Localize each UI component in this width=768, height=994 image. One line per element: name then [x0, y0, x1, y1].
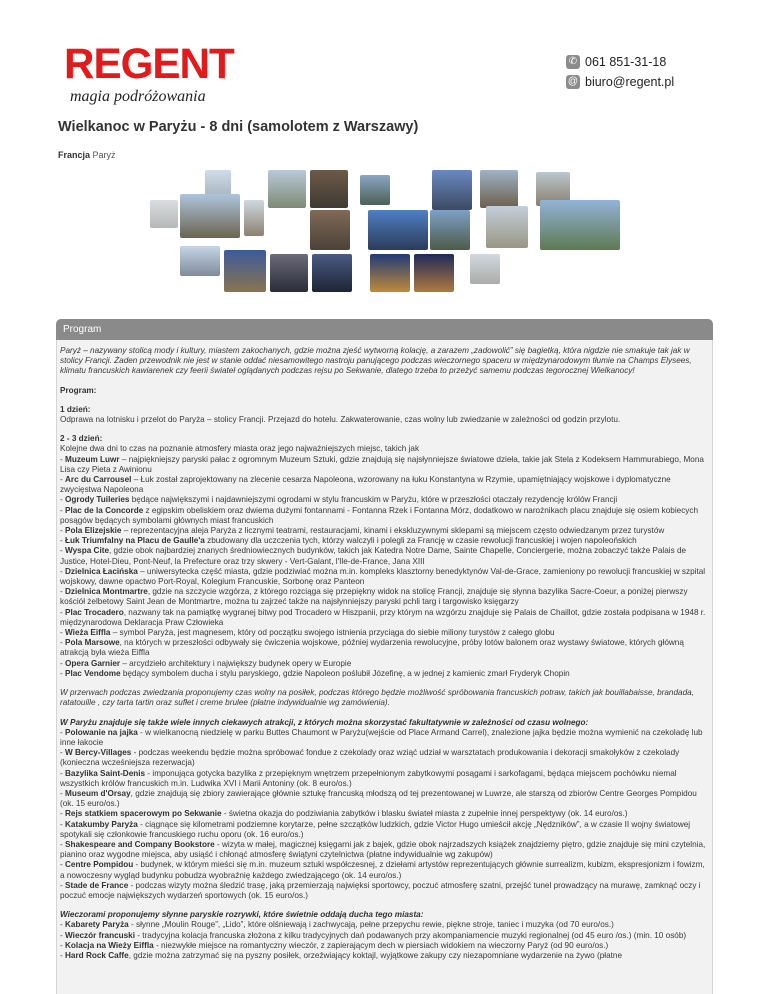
list-item: - Stade de France - podczas wizyty można śledzić trasę, jaką przemierzają najwięksi sportowcy, poczuć atmosferę szatni, przejść tunel prowadzący na murawę, zamknąć oczy i poczuć emocje największych wydarzeń sportowych (ok. 15 euro/os.): [60, 880, 701, 900]
list-item-name: Stade de France: [65, 880, 129, 890]
list-item-text: będący symbolem ducha i stylu paryskiego, gdzie Napoleon poślubił Józefinę, a w jednej z kamienic zmarł Fryderyk Chopin: [120, 668, 570, 678]
list-item-text: – symbol Paryża, jest magnesem, który od początku swojego istnienia przyciąga do siebie miliony turystów z całego globu: [110, 628, 555, 638]
gallery-photo[interactable]: [480, 170, 518, 208]
breadcrumb-city[interactable]: Paryż: [92, 150, 116, 160]
contact-email[interactable]: [566, 72, 706, 92]
optional-heading: W Paryżu znajduje się także wiele innych ciekawych atrakcji, z których można skorzystać fakultatywnie w zależności od czasu wolnego:: [60, 717, 589, 727]
list-item-name: Dzielnica Montmartre: [65, 587, 148, 597]
list-item-text: - podczas weekendu będzie można spróbować fondue z czekolady oraz wziąć udział w warsztatach produkowania i dekoracji smakołyków z czekolady (konieczna wcześniejsza rezerwacja): [60, 748, 680, 768]
list-item-text: - ciągnące się kilometrami podziemne korytarze, pełne szczątków ludzkich, gdzie Victor Hugo umieścił akcję „Nędzników”, a w czasie II wojny światowej spotykali się członkowie francuskiego ruchu oporu (ok. 16 euro/os.): [60, 819, 691, 839]
list-item-name: Kolacja na Wieży Eiffla: [65, 940, 154, 950]
list-item: - Łuk Triumfalny na Placu de Gaulle'a zbudowany dla uczczenia tych, którzy walczyli i polegli za Francję w czasie rewolucji francuskiej i wojen napoleońskich: [60, 536, 637, 546]
optional-attractions-list: [60, 728, 710, 901]
evening-entertainment-list: [60, 920, 710, 961]
list-item-name: Pola Elizejskie: [65, 526, 122, 536]
evening-heading: Wieczorami proponujemy słynne paryskie rozrywki, które świetnie oddają ducha tego miasta:: [60, 910, 424, 920]
list-item-name: Ogrody Tuileries: [65, 495, 130, 505]
list-item: - Pola Elizejskie – reprezentacyjna aleja Paryża z licznymi teatrami, restauracjami, kinami i ekskluzywnymi sklepami są miejscem często odwiedzanym przez turystów: [60, 526, 665, 536]
gallery-photo[interactable]: [224, 250, 266, 292]
gallery-photo[interactable]: [205, 170, 231, 196]
gallery-photo[interactable]: [310, 170, 348, 208]
gallery-photo[interactable]: [268, 170, 306, 208]
list-item: - Ogrody Tuileries będące największymi i najdawniejszymi ogrodami w stylu francuskim w Paryżu, które w przeszłości otaczały rezydencję królów Francji: [60, 495, 618, 505]
intro-text: Paryż – nazywany stolicą mody i kultury, miastem zakochanych, gdzie można zjeść wytworną kolację, a zarazem „zadowolić” się bagietką, która nigdzie nie smakuje tak jak w stolicy Francji. Żaden przewodnik nie jest w stanie oddać niesamowitego nastroju panującego podczas wieczornego spaceru w międzynarodowym tłumie na Champs Elysees, klimatu francuskich kawiarenek czy feerii świateł oglądanych podczas rejsu po Sekwanie, dlatego trzeba to przeżyć samemu podczas tegorocznej Wielkanocy!: [60, 346, 692, 376]
list-item: - Shakespeare and Company Bookstore - wizyta w małej, magicznej księgarni jak z bajek, gdzie obok najrzadszych książek znajdziemy piętro, gdzie znajduje się mini czytelnia, pianino oraz wygodne miejsca, aby usiąść i chłonąć atmosferę świątyni czytelnictwa (płatne indywidualnie wg zakupów): [60, 839, 706, 860]
list-item: - Muzeum Luwr – najpiękniejszy paryski pałac z ogromnym Muzeum Sztuki, gdzie znajdują się najsłynniejsze światowe dzieła, takie jak Stela z Kodeksem Hammurabiego, Mona Lisa czy Pieta z Awinionu: [60, 454, 704, 474]
list-item-text: - świetna okazja do podziwiania zabytków i blasku świateł miasta z zupełnie innej perspektywy (ok. 14 euro/os.): [221, 809, 628, 819]
list-item: - Pola Marsowe, na których w przeszłości odbywały się ćwiczenia wojskowe, później wydarzenia rewolucyjne, próby lotów balonem oraz wystawy światowe, których główną atrakcją była wieża Eiffla: [60, 638, 684, 658]
list-item: - Wieża Eiffla – symbol Paryża, jest magnesem, który od początku swojego istnienia przyciąga do siebie miliony turystów z całego globu: [60, 628, 555, 638]
list-item-text: będące największymi i najdawniejszymi ogrodami w stylu francuskim w Paryżu, które w przeszłości otaczały rezydencję królów Francji: [129, 495, 618, 505]
list-item-name: Pola Marsowe: [65, 638, 120, 648]
list-item-name: Plac Vendome: [65, 668, 121, 678]
list-item-text: – uniwersytecka część miasta, gdzie podziwiać można m.in. kompleks klasztorny benedyktynów Val-de-Grace, zamieniony po rewolucji francuskiej w szpital wojskowy, dawne opactwo Port-Royal, Kolegium Francuskie, Sorbonę oraz Panteon: [60, 566, 706, 587]
list-item-text: - niezwykłe miejsce na romantyczny wieczór, z zapierającym dech w piersiach widokiem na wieczorny Paryż (od 90 euro/os.): [153, 940, 609, 950]
list-item: - Polowanie na jajka - w wielkanocną niedzielę w parku Buttes Chaumont w Paryżu(wejście od Place Armand Carrel), znalezione jajka będzie można wymienić na czekoladę lub inne łakocie: [60, 727, 703, 747]
gallery-photo[interactable]: [180, 194, 240, 238]
list-item-name: Muzeum Luwr: [65, 454, 120, 464]
phone-icon: ✆: [566, 55, 580, 69]
days23-lead: Kolejne dwa dni to czas na poznanie atmosfery miasta oraz jego najważniejszych miejsc, takich jak: [60, 444, 420, 454]
list-item-text: – najpiękniejszy paryski pałac z ogromnym Muzeum Sztuki, gdzie znajdują się najsłynniejsze światowe dzieła, takie jak Stela z Kodeksem Hammurabiego, Mona Lisa czy Pieta z Awinionu: [60, 454, 704, 474]
page-title: Wielkanoc w Paryżu - 8 dni (samolotem z Warszawy): [58, 119, 419, 135]
list-item-name: Arc du Carrousel: [65, 475, 132, 485]
list-item-name: Kabarety Paryża: [65, 920, 129, 930]
list-item: - Kabarety Paryża - słynne „Moulin Rouge”, „Lido”, które olśniewają i zachwycają, pełne przepychu rewie, piękne stroje, taniec i muzyka (od 70 euro/os.): [60, 920, 614, 930]
list-item-text: - tradycyjna kolacja francuska złożona z kilku tradycyjnych dań podawanych przy akompaniamencie muzyki regionalnej (od 45 euro /os.) (min. 10 osób): [135, 930, 687, 940]
list-item-text: – arcydzieło architektury i największy budynek opery w Europie: [120, 658, 352, 668]
sightseeing-list: [60, 455, 710, 679]
list-item: - Arc du Carrousel – Łuk został zaprojektowany na zlecenie cesarza Napoleona, wzorowany na łuku Konstantyna w Rzymie, upamiętniający wojskowe i dyplomatyczne zwycięstwa Napoleona: [60, 475, 671, 495]
list-item-text: - wizyta w małej, magicznej księgarni jak z bajek, gdzie obok najrzadszych książek znajdziemy piętro, gdzie znajduje się mini czytelnia, pianino oraz wygodne miejsca, aby usiąść i chłonąć atmosferę świątyni czytelnictwa (płatne indywidualnie wg zakupów): [60, 839, 706, 860]
list-item-name: Centre Pompidou: [65, 860, 134, 870]
gallery-photo[interactable]: [310, 210, 350, 250]
list-item: - W Bercy-Villages - podczas weekendu będzie można spróbować fondue z czekolady oraz wziąć udział w warsztatach produkowania i dekoracji smakołyków z czekolady (konieczna wcześniejsza rezerwacja): [60, 748, 680, 768]
list-item-text: , gdzie można zatrzymać się na pyszny posiłek, orzeźwiający koktajl, wyjątkowe zakupy czy niezapomniane wydarzenie na żywo (płatne: [128, 950, 623, 960]
gallery-photo[interactable]: [432, 170, 472, 210]
list-item-text: , gdzie znajdują się zbiory zawierające głównie sztukę francuską młodszą od tej prezentowanej w Luwrze, ale starszą od zbiorów Centre Georges Pompidou (ok. 15 euro/os.): [60, 788, 697, 809]
list-item: - Wyspa Cite, gdzie obok najbardziej znanych średniowiecznych budynków, takich jak Katedra Notre Dame, Sainte Chapelle, Conciergerie, można zobaczyć także Palais de Justice, Hotel-Dieu, Pont-Neuf, la Prefecture oraz trzy skwery - Vert-Galant, l'Ile-de-France, Jana XIII: [60, 546, 687, 566]
list-item-name: Łuk Triumfalny na Placu de Gaulle'a: [65, 536, 205, 546]
list-item: - Centre Pompidou - budynek, w którym mieści się m.in. muzeum sztuki współczesnej, z dziełami artystów reprezentujących głównie surrealizm, kubizm, ekspresjonizm i fowizm, a nowoczesny wygląd budynku pobudza wyobraźnię każdego zwiedzającego (ok. 14 euro/os.): [60, 860, 705, 880]
free-time-note: W przerwach podczas zwiedzania proponujemy czas wolny na posiłek, podczas którego będzie możliwość spróbowania francuskich potraw, takich jak bouillabaisse, brandada, ratatouille , czy tarta tartin oraz sufłet i creme brulee (płatne indywidualnie wg zamówienia).: [60, 688, 694, 708]
list-item: - Kolacja na Wieży Eiffla - niezwykłe miejsce na romantyczny wieczór, z zapierającym dech w piersiach widokiem na wieczorny Paryż (od 90 euro/os.): [60, 940, 609, 950]
list-item-text: – Łuk został zaprojektowany na zlecenie cesarza Napoleona, wzorowany na łuku Konstantyna w Rzymie, upamiętniający wojskowe i dyplomatyczne zwycięstwa Napoleona: [60, 475, 671, 495]
list-item: - Dzielnica Łacińska – uniwersytecka część miasta, gdzie podziwiać można m.in. kompleks klasztorny benedyktynów Val-de-Grace, zamieniony po rewolucji francuskiej w szpital wojskowy, dawne opactwo Port-Royal, Kolegium Francuskie, Sorbonę oraz Panteon: [60, 566, 706, 587]
list-item: - Opera Garnier – arcydzieło architektury i największy budynek opery w Europie: [60, 658, 352, 668]
gallery-photo[interactable]: [312, 254, 352, 292]
gallery-photo[interactable]: [360, 175, 390, 205]
logo-wordmark: REGENT: [64, 40, 234, 88]
list-item-name: Opera Garnier: [65, 658, 121, 668]
gallery-photo[interactable]: [470, 254, 500, 284]
list-item-name: Plac de la Concorde: [65, 505, 144, 515]
list-item-name: Museum d'Orsay: [65, 788, 131, 798]
list-item-text: - w wielkanocną niedzielę w parku Buttes Chaumont w Paryżu(wejście od Place Armand Carrel), znalezione jajka będzie można wymienić na czekoladę lub inne łakocie: [60, 727, 703, 747]
list-item: - Katakumby Paryża - ciągnące się kilometrami podziemne korytarze, pełne szczątków ludzkich, gdzie Victor Hugo umieścił akcję „Nędzników”, a w czasie II wojny światowej spotykali się członkowie francuskiego ruchu oporu (ok. 16 euro/os.): [60, 819, 691, 839]
list-item-name: Bazylika Saint-Denis: [65, 768, 146, 778]
phone-number: 061 851-31-18: [585, 55, 667, 69]
gallery-photo[interactable]: [486, 206, 528, 248]
program-heading: Program:: [60, 385, 97, 395]
list-item-text: - imponująca gotycka bazylika z przepięknym wnętrzem przepełnionym zabytkowymi posągami i sarkofagami, będąca miejscem pochówku niemal wszystkich królów francuskich m.in. Ludwika XVI i Marii Antoniny (ok. 8 euro/os.): [60, 768, 677, 788]
email-address: biuro@regent.pl: [585, 75, 675, 89]
contact-phone[interactable]: [566, 52, 706, 72]
at-icon: @: [567, 76, 579, 87]
gallery-photo[interactable]: [540, 200, 620, 250]
gallery-photo[interactable]: [368, 210, 428, 250]
gallery-photo[interactable]: [244, 200, 264, 236]
program-content: [60, 346, 710, 961]
section-header-program: Program: [56, 319, 713, 340]
list-item: - Rejs statkiem spacerowym po Sekwanie - świetna okazja do podziwiania zabytków i blasku świateł miasta z zupełnie innej perspektywy (ok. 14 euro/os.): [60, 809, 628, 819]
list-item-text: - słynne „Moulin Rouge”, „Lido”, które olśniewają i zachwycają, pełne przepychu rewie, piękne stroje, taniec i muzyka (od 70 euro/os.): [128, 920, 614, 930]
day1-text: Odprawa na lotnisku i przelot do Paryża – stolicy Francji. Przejazd do hotelu. Zakwaterowanie, czas wolny lub zwiedzanie w zależności od godzin przylotu.: [60, 415, 621, 425]
gallery-photo[interactable]: [150, 200, 178, 228]
list-item-text: - budynek, w którym mieści się m.in. muzeum sztuki współczesnej, z dziełami artystów reprezentujących głównie surrealizm, kubizm, ekspresjonizm i fowizm, a nowoczesny wygląd budynku pobudza wyobraźnię każdego zwiedzającego (ok. 14 euro/os.): [60, 860, 705, 880]
logo-tagline: magia podróżowania: [70, 88, 206, 105]
list-item-name: Katakumby Paryża: [65, 819, 138, 829]
list-item: - Bazylika Saint-Denis - imponująca gotycka bazylika z przepięknym wnętrzem przepełnionym zabytkowymi posągami i sarkofagami, będąca miejscem pochówku niemal wszystkich królów francuskich m.in. Ludwika XVI i Marii Antoniny (ok. 8 euro/os.): [60, 768, 677, 788]
list-item: - Plac de la Concorde z egipskim obeliskiem oraz dwiema dużymi fontannami - Fontanna Rzek i Fontanna Mórz, dodatkowo w narożnikach placu znajduje się osiem kobiecych posągów będących symbolami głównych miast francuskich: [60, 505, 699, 525]
list-item-text: , nazwany tak na pamiątkę wygranej bitwy pod Trocadero w Hiszpanii, przy którym na wzgórzu znajduje się Palais de Chaillot, gdzie została podpisana w 1948 r. międzynarodowa Deklaracja Praw Człowieka: [60, 607, 706, 627]
list-item-text: , gdzie na szczycie wzgórza, z którego rozciąga się przepiękny widok na stolicę Francji, znajduje się słynna bazylika Sacre-Coeur, a poniżej pierwszy kościół żelbetowy Saint Jean de Montmartre, można tu zajrzeć także na najsłynniejszy paryski pchli targ i targowisko księgarzy: [60, 587, 688, 607]
list-item: - Museum d'Orsay, gdzie znajdują się zbiory zawierające głównie sztukę francuską młodszą od tej prezentowanej w Luwrze, ale starszą od zbiorów Centre Georges Pompidou (ok. 15 euro/os.): [60, 788, 697, 809]
list-item-name: Rejs statkiem spacerowym po Sekwanie: [65, 809, 222, 819]
list-item-text: zbudowany dla uczczenia tych, którzy walczyli i polegli za Francję w czasie rewolucji francuskiej i wojen napoleońskich: [204, 536, 637, 546]
list-item-text: – reprezentacyjna aleja Paryża z licznymi teatrami, restauracjami, kinami i ekskluzywnymi sklepami są miejscem często odwiedzanym przez turystów: [121, 526, 665, 536]
list-item: - Wieczór francuski - tradycyjna kolacja francuska złożona z kilku tradycyjnych dań podawanych przy akompaniamencie muzyki regionalnej (od 45 euro /os.) (min. 10 osób): [60, 930, 687, 940]
list-item-name: W Bercy-Villages: [65, 748, 132, 758]
gallery-photo[interactable]: [430, 210, 470, 250]
breadcrumb: [58, 150, 116, 160]
list-item-text: , gdzie obok najbardziej znanych średniowiecznych budynków, takich jak Katedra Notre Dame, Sainte Chapelle, Conciergerie, można zobaczyć także Palais de Justice, Hotel-Dieu, Pont-Neuf, la Prefecture oraz trzy skwery - Vert-Galant, l'Ile-de-France, Jana XIII: [60, 546, 687, 566]
list-item: - Dzielnica Montmartre, gdzie na szczycie wzgórza, z którego rozciąga się przepiękny widok na stolicę Francji, znajduje się słynna bazylika Sacre-Coeur, a poniżej pierwszy kościół żelbetowy Saint Jean de Montmartre, można tu zajrzeć także na najsłynniejszy paryski pchli targ i targowisko księgarzy: [60, 587, 688, 607]
breadcrumb-country[interactable]: Francja: [58, 150, 91, 160]
day1-heading: 1 dzień:: [60, 404, 91, 414]
list-item-name: Wieża Eiffla: [65, 628, 111, 638]
list-item-name: Wieczór francuski: [65, 930, 136, 940]
photo-gallery: [150, 170, 620, 295]
company-logo[interactable]: [64, 40, 234, 106]
list-item-text: , na których w przeszłości odbywały się ćwiczenia wojskowe, później wydarzenia rewolucyjne, próby lotów balonem oraz wystawy światowe, których główną atrakcją była wieża Eiffla: [60, 638, 684, 658]
list-item-name: Wyspa Cite: [65, 546, 109, 556]
gallery-photo[interactable]: [370, 254, 410, 292]
list-item-text: - podczas wizyty można śledzić trasę, jaką przemierzają najwięksi sportowcy, poczuć atmosferę szatni, przejść tunel prowadzący na murawę, zamknąć oczy i poczuć emocje największych wydarzeń sportowych (ok. 15 euro/os.): [60, 880, 701, 900]
list-item-name: Plac Trocadero: [65, 607, 124, 617]
list-item: - Plac Vendome będący symbolem ducha i stylu paryskiego, gdzie Napoleon poślubił Józefinę, a w jednej z kamienic zmarł Fryderyk Chopin: [60, 668, 570, 678]
list-item-name: Polowanie na jajka: [65, 727, 138, 737]
list-item: - Hard Rock Caffe, gdzie można zatrzymać się na pyszny posiłek, orzeźwiający koktajl, wyjątkowe zakupy czy niezapomniane wydarzenie na żywo (płatne: [60, 950, 623, 960]
list-item-name: Hard Rock Caffe: [65, 950, 129, 960]
list-item-name: Dzielnica Łacińska: [65, 566, 138, 576]
days23-heading: 2 - 3 dzień:: [60, 434, 103, 444]
gallery-photo[interactable]: [414, 254, 454, 292]
gallery-photo[interactable]: [180, 246, 220, 276]
list-item-text: z egipskim obeliskiem oraz dwiema dużymi fontannami - Fontanna Rzek i Fontanna Mórz, dodatkowo w narożnikach placu znajduje się osiem kobiecych posągów będących symbolami głównych miast francuskich: [60, 505, 699, 525]
gallery-photo[interactable]: [270, 254, 308, 292]
list-item-name: Shakespeare and Company Bookstore: [65, 839, 215, 849]
list-item: - Plac Trocadero, nazwany tak na pamiątkę wygranej bitwy pod Trocadero w Hiszpanii, przy którym na wzgórzu znajduje się Palais de Chaillot, gdzie została podpisana w 1948 r. międzynarodowa Deklaracja Praw Człowieka: [60, 607, 706, 627]
